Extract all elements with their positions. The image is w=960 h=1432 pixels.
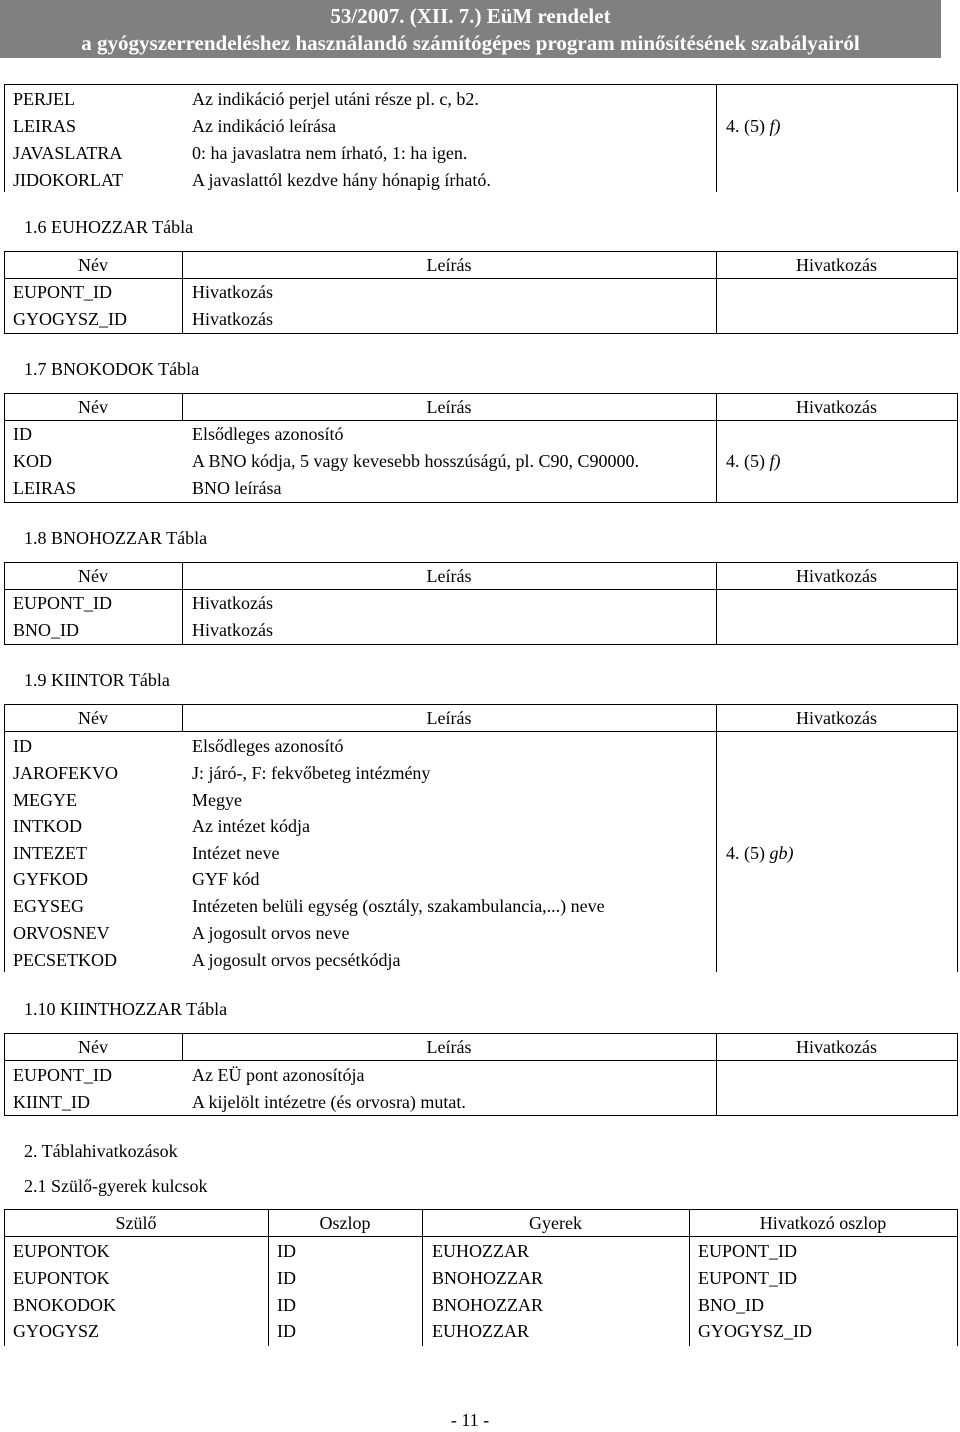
table-row-desc: Hivatkozás — [192, 282, 273, 302]
relation-parent: EUPONTOK — [13, 1268, 110, 1288]
table-row-desc: Intézeten belüli egység (osztály, szakambulancia,...) neve — [192, 896, 605, 916]
table-row-desc: Elsődleges azonosító — [192, 424, 344, 444]
table-row-name: EUPONT_ID — [13, 1065, 112, 1085]
table-row-name: INTEZET — [13, 843, 87, 863]
table-kiinthozzar — [4, 1033, 958, 1116]
section-title-1-7: 1.7 BNOKODOK Tábla — [24, 359, 200, 379]
table-row-name: MEGYE — [13, 790, 77, 810]
relation-parent: EUPONTOK — [13, 1241, 110, 1261]
header-line-2: a gyógyszerrendeléshez használandó számítógépes program minősítésének szabályairól — [81, 31, 860, 55]
table-row-name: PERJEL — [13, 89, 76, 109]
table-row-desc: Az indikáció perjel utáni része pl. c, b2. — [192, 89, 479, 109]
section-title-1-10: 1.10 KIINTHOZZAR Tábla — [24, 999, 228, 1019]
column-header-child: Gyerek — [529, 1213, 582, 1233]
table-kiintor — [4, 704, 958, 972]
table-row-name: ID — [13, 424, 32, 444]
column-header-name: Név — [78, 708, 108, 728]
table-row-name: LEIRAS — [13, 478, 76, 498]
relation-ref-column: EUPONT_ID — [698, 1241, 797, 1261]
table-row-name: GYFKOD — [13, 869, 89, 889]
table-row-desc: Az intézet kódja — [192, 816, 310, 836]
column-header-desc: Leírás — [426, 566, 472, 586]
table-row-desc: Az indikáció leírása — [192, 116, 336, 136]
relation-child: EUHOZZAR — [432, 1241, 529, 1261]
table-row-desc: Hivatkozás — [192, 309, 273, 329]
column-header-name: Név — [78, 1037, 108, 1057]
table-bnohozzar — [4, 562, 958, 645]
table-row-name: EGYSEG — [13, 896, 84, 916]
relation-child: EUHOZZAR — [432, 1321, 529, 1341]
table-row-desc: Az EÜ pont azonosítója — [192, 1065, 365, 1085]
column-header-desc: Leírás — [426, 397, 472, 417]
relation-ref-column: EUPONT_ID — [698, 1268, 797, 1288]
column-header-name: Név — [78, 397, 108, 417]
page-number: - 11 - — [450, 1410, 490, 1430]
table-row-desc: Elsődleges azonosító — [192, 736, 344, 756]
table-row-desc: A jogosult orvos pecsétkódja — [192, 950, 401, 970]
relation-child: BNOHOZZAR — [432, 1268, 543, 1288]
table-row-name: ORVOSNEV — [13, 923, 110, 943]
table-row-desc: Hivatkozás — [192, 593, 273, 613]
column-header-desc: Leírás — [426, 255, 472, 275]
table-row-name: JAVASLATRA — [13, 143, 123, 163]
relation-parent: BNOKODOK — [13, 1295, 116, 1315]
table-row-name: KIINT_ID — [13, 1092, 90, 1112]
table-row-desc: A jogosult orvos neve — [192, 923, 350, 943]
table-row-desc: Intézet neve — [192, 843, 280, 863]
column-header-name: Név — [78, 566, 108, 586]
relation-ref-column: BNO_ID — [698, 1295, 764, 1315]
table-row-desc: A kijelölt intézetre (és orvosra) mutat. — [192, 1092, 466, 1112]
reference-cell: 4. (5) f) — [726, 116, 781, 136]
column-header-ref: Hivatkozás — [796, 1037, 877, 1057]
table-row-desc: 0: ha javaslatra nem írható, 1: ha igen. — [192, 143, 468, 163]
relation-parent: GYOGYSZ — [13, 1321, 100, 1341]
relation-column: ID — [277, 1321, 296, 1341]
table-row-name: INTKOD — [13, 816, 82, 836]
table-row-desc: GYF kód — [192, 869, 260, 889]
table-row-name: PECSETKOD — [13, 950, 118, 970]
table-row-name: LEIRAS — [13, 116, 76, 136]
column-header-name: Név — [78, 255, 108, 275]
table-row-name: GYOGYSZ_ID — [13, 309, 127, 329]
column-header-ref: Hivatkozás — [796, 708, 877, 728]
column-header-ref: Hivatkozás — [796, 255, 877, 275]
reference-cell: 4. (5) f) — [726, 451, 781, 471]
relation-ref-column: GYOGYSZ_ID — [698, 1321, 812, 1341]
section-title-1-6: 1.6 EUHOZZAR Tábla — [24, 217, 194, 237]
table-row-desc: BNO leírása — [192, 478, 282, 498]
column-header-ref: Hivatkozás — [796, 397, 877, 417]
header-line-1: 53/2007. (XII. 7.) EüM rendelet — [330, 4, 611, 28]
table-continued — [4, 84, 958, 192]
relation-child: BNOHOZZAR — [432, 1295, 543, 1315]
table-row-name: EUPONT_ID — [13, 593, 112, 613]
table-euhozzar — [4, 251, 958, 334]
table-bnokodok — [4, 393, 958, 503]
reference-cell: 4. (5) gb) — [726, 843, 794, 863]
relation-column: ID — [277, 1295, 296, 1315]
table-row-name: JIDOKORLAT — [13, 170, 123, 190]
relation-column: ID — [277, 1241, 296, 1261]
table-row-desc: A javaslattól kezdve hány hónapig írható. — [192, 170, 491, 190]
column-header-ref-column: Hivatkozó oszlop — [759, 1213, 887, 1233]
section-title-1-8: 1.8 BNOHOZZAR Tábla — [24, 528, 208, 548]
table-row-name: EUPONT_ID — [13, 282, 112, 302]
table-row-name: JAROFEKVO — [13, 763, 119, 783]
table-row-desc: Megye — [192, 790, 242, 810]
table-row-name: KOD — [13, 451, 52, 471]
section-title-1-9: 1.9 KIINTOR Tábla — [24, 670, 170, 690]
column-header-parent: Szülő — [115, 1213, 157, 1233]
document-header — [0, 0, 941, 58]
table-relations — [4, 1209, 958, 1346]
column-header-column: Oszlop — [319, 1213, 371, 1233]
column-header-desc: Leírás — [426, 1037, 472, 1057]
table-row-desc: A BNO kódja, 5 vagy kevesebb hosszúságú, pl. C90, C90000. — [192, 451, 639, 471]
table-row-name: ID — [13, 736, 32, 756]
relation-column: ID — [277, 1268, 296, 1288]
table-row-desc: J: járó-, F: fekvőbeteg intézmény — [192, 763, 431, 783]
table-row-desc: Hivatkozás — [192, 620, 273, 640]
column-header-desc: Leírás — [426, 708, 472, 728]
column-header-ref: Hivatkozás — [796, 566, 877, 586]
table-row-name: BNO_ID — [13, 620, 79, 640]
section-subtitle-2-1: 2.1 Szülő-gyerek kulcsok — [24, 1176, 208, 1196]
section-title-2: 2. Táblahivatkozások — [24, 1141, 178, 1161]
